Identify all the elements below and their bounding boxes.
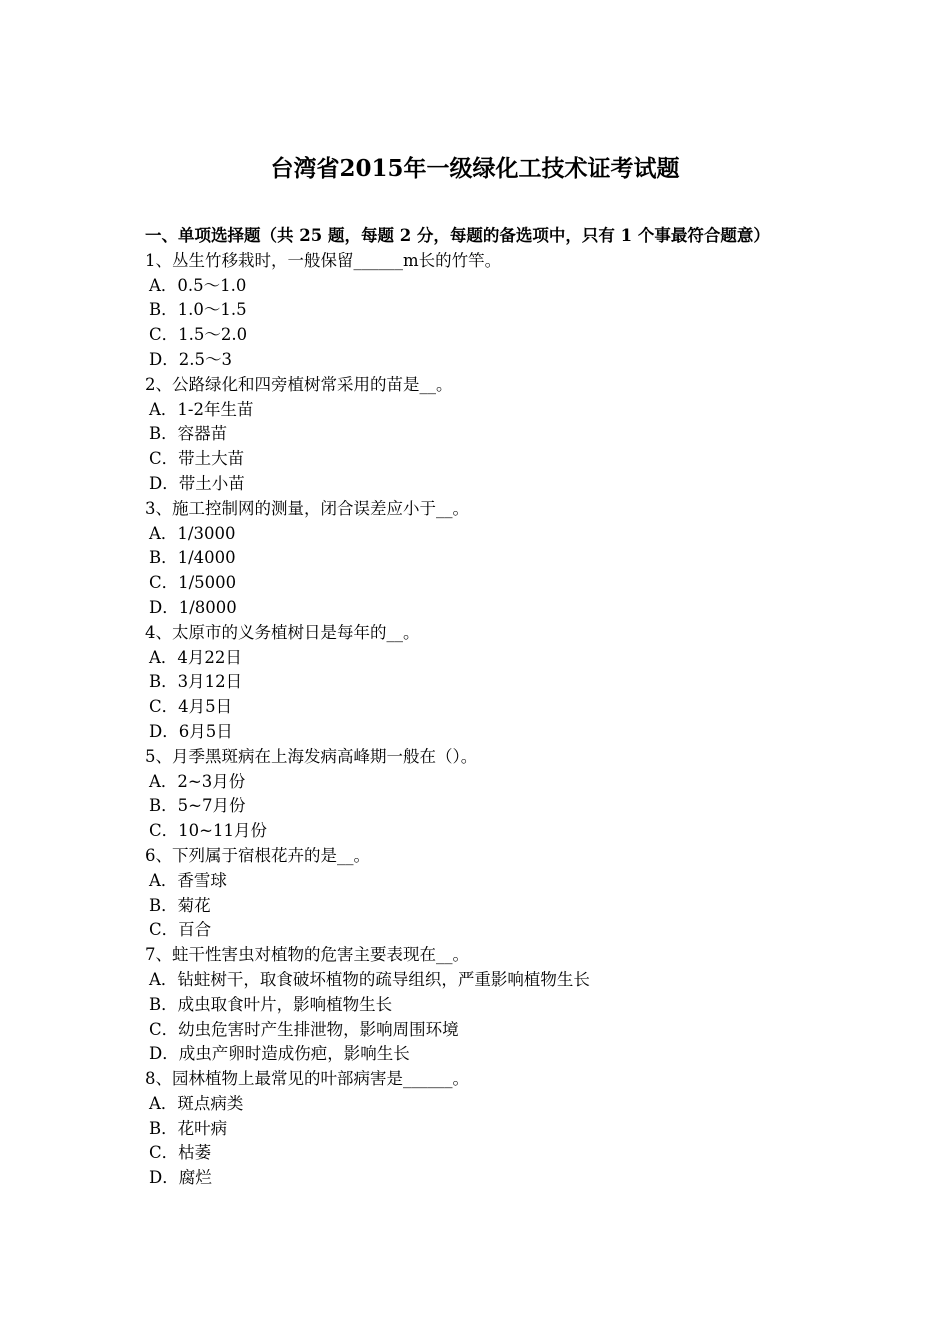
option-b: B．容器苗: [149, 424, 228, 444]
option-a: A．斑点病类: [149, 1093, 244, 1113]
question-block: [145, 745, 810, 844]
option-b: B．3月12日: [149, 672, 243, 692]
option-b: B．1/4000: [149, 548, 236, 568]
section-heading: 一、单项选择题（共 25 题，每题 2 分，每题的备选项中，只有 1 个事最符合题意）: [145, 226, 770, 245]
option-a: A．钻蛀树干，取食破坏植物的疏导组织，严重影响植物生长: [149, 969, 590, 989]
option-b: B．成虫取食叶片，影响植物生长: [149, 994, 393, 1014]
question-stem: 5、月季黑斑病在上海发病高峰期一般在（）。: [145, 746, 478, 766]
option-c: C．1.5～2.0: [149, 325, 248, 345]
option-c: C．10~11月份: [149, 821, 267, 841]
option-c: C．幼虫危害时产生排泄物，影响周围环境: [149, 1019, 459, 1039]
question-block: [145, 1067, 810, 1191]
question-stem: 7、蛀干性害虫对植物的危害主要表现在__。: [145, 945, 469, 965]
question-stem: 1、丛生竹移栽时，一般保留______m长的竹竿。: [145, 250, 502, 270]
question-stem: 2、公路绿化和四旁植树常采用的苗是__。: [145, 374, 453, 394]
document-body: [145, 224, 810, 1191]
option-c: C．百合: [149, 920, 212, 940]
option-a: A．0.5～1.0: [149, 275, 247, 295]
option-a: A．1-2年生苗: [149, 399, 254, 419]
document-title: 台湾省2015年一级绿化工技术证考试题: [270, 155, 680, 182]
option-d: D．2.5～3: [149, 349, 232, 369]
option-c: C．枯萎: [149, 1143, 212, 1163]
question-block: [145, 621, 810, 745]
question-block: [145, 373, 810, 497]
option-b: B．花叶病: [149, 1118, 228, 1138]
option-c: C．带土大苗: [149, 449, 245, 469]
question-block: [145, 497, 810, 621]
option-c: C．1/5000: [149, 573, 237, 593]
option-a: A．2~3月份: [149, 771, 246, 791]
question-stem: 8、园林植物上最常见的叶部病害是______。: [145, 1069, 469, 1089]
option-a: A．1/3000: [149, 523, 236, 543]
option-b: B．5~7月份: [149, 796, 246, 816]
option-c: C．4月5日: [149, 697, 233, 717]
option-d: D．6月5日: [149, 721, 233, 741]
option-d: D．1/8000: [149, 597, 237, 617]
option-b: B．菊花: [149, 895, 211, 915]
option-a: A．香雪球: [149, 870, 227, 890]
question-stem: 3、施工控制网的测量，闭合误差应小于__。: [145, 498, 469, 518]
question-block: [145, 943, 810, 1067]
option-d: D．带土小苗: [149, 473, 245, 493]
question-block: [145, 249, 810, 373]
question-stem: 4、太原市的义务植树日是每年的__。: [145, 622, 420, 642]
question-stem: 6、下列属于宿根花卉的是__。: [145, 845, 370, 865]
option-d: D．成虫产卵时造成伤疤，影响生长: [149, 1044, 410, 1064]
option-a: A．4月22日: [149, 647, 242, 667]
question-block: [145, 844, 810, 943]
option-d: D．腐烂: [149, 1168, 212, 1188]
option-b: B．1.0～1.5: [149, 300, 247, 320]
